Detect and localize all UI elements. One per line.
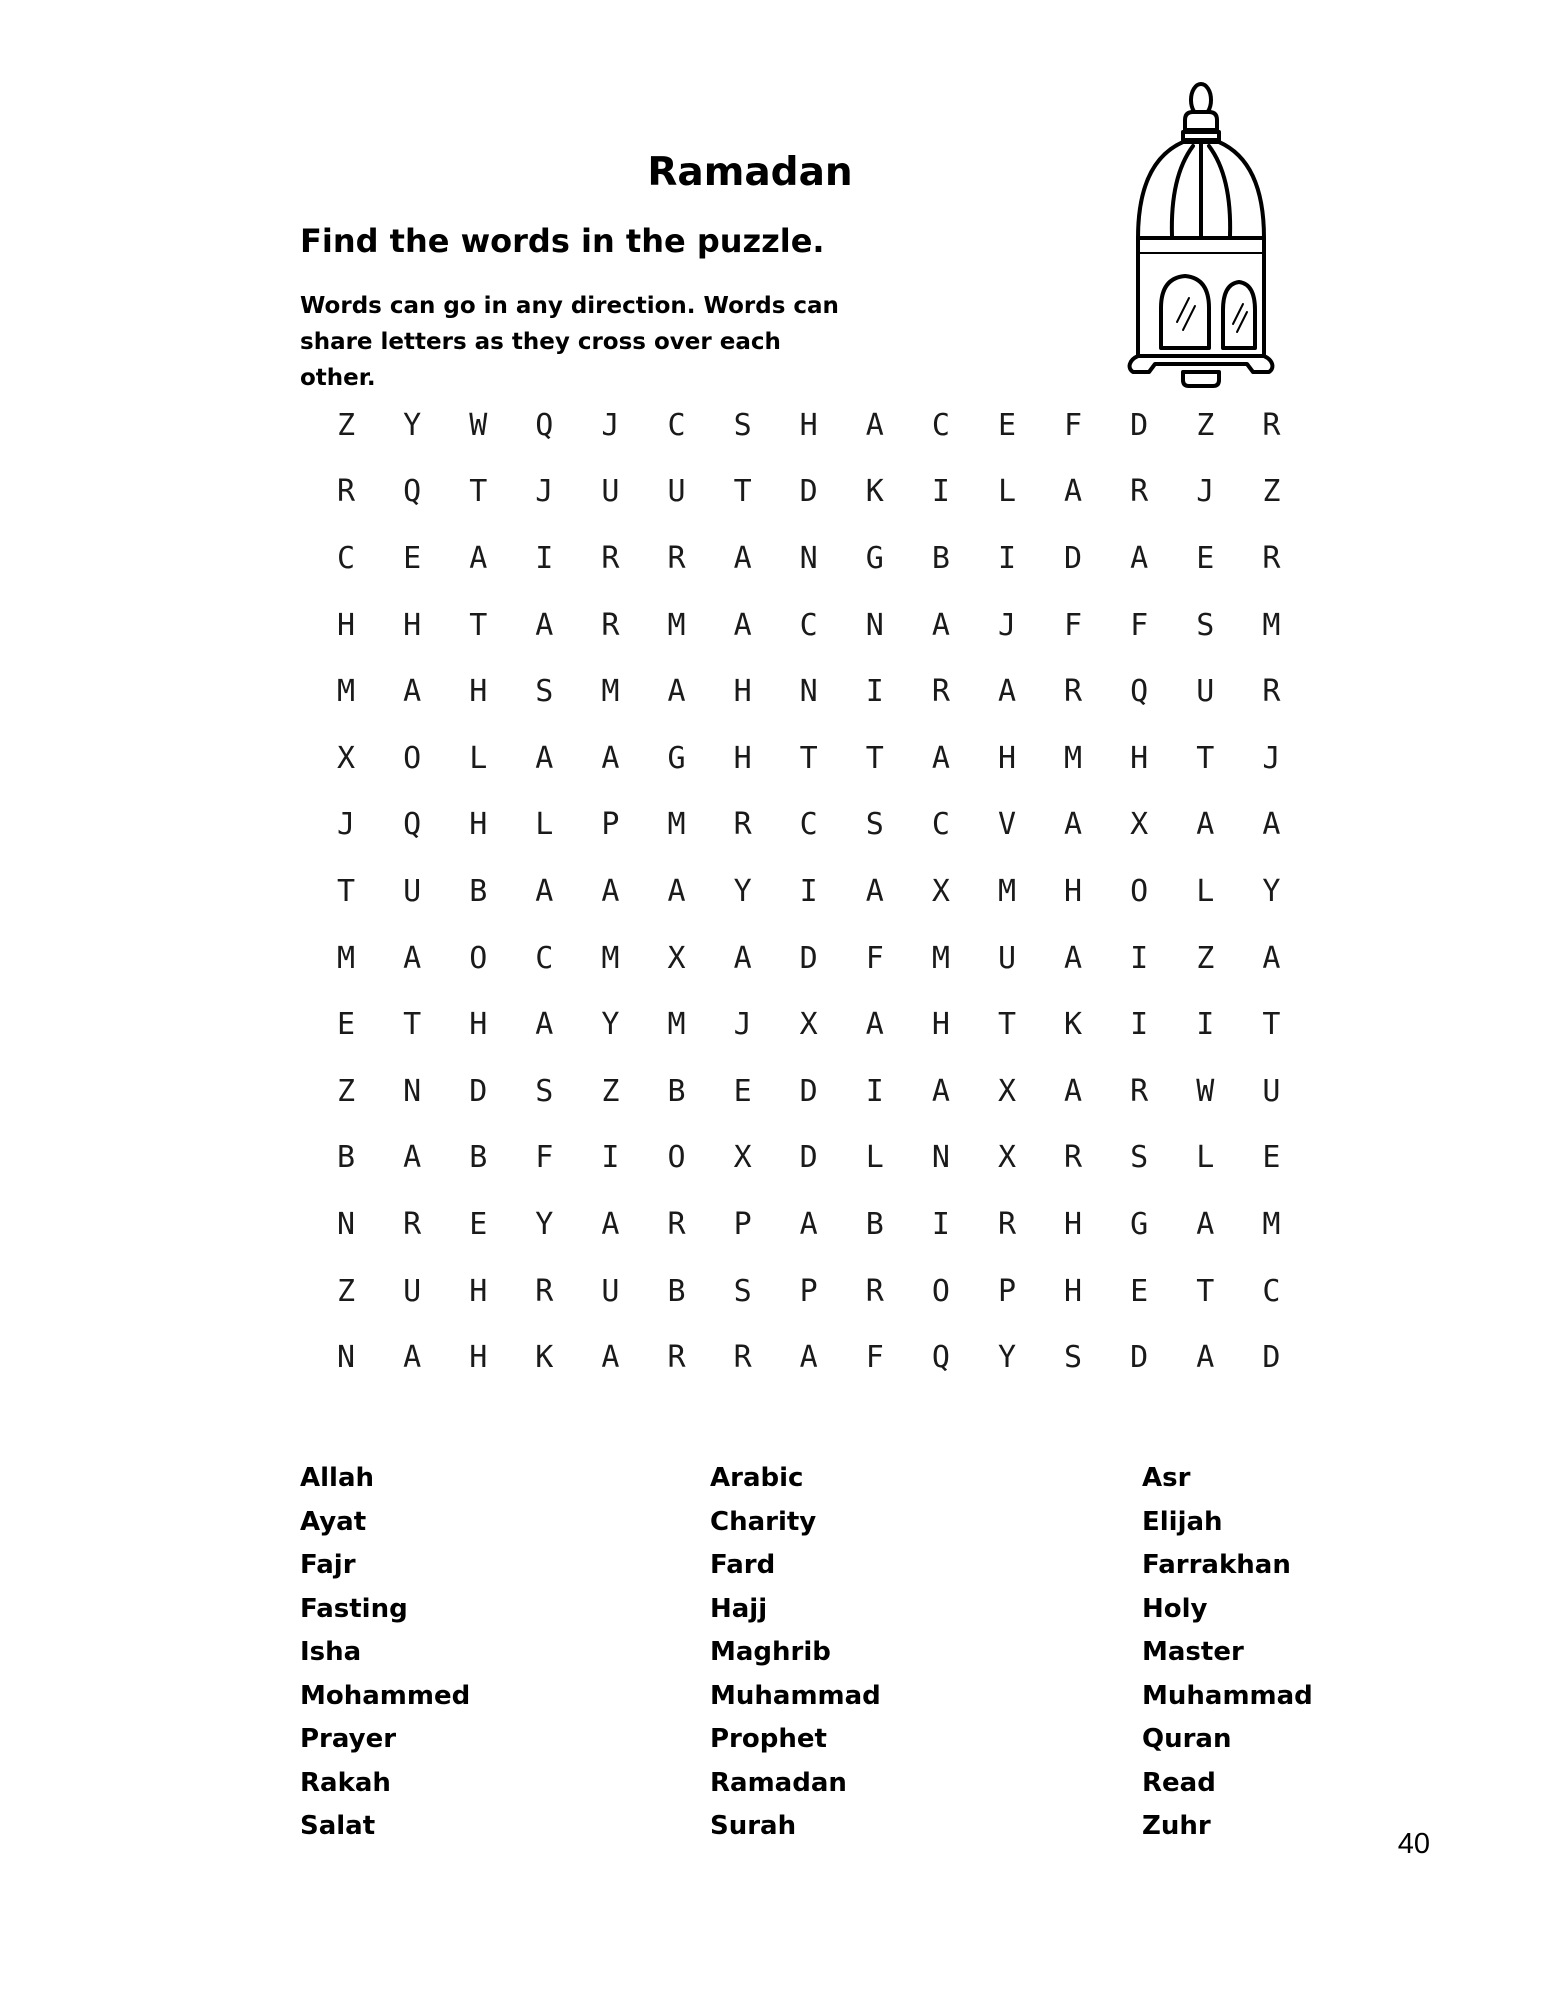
grid-letter[interactable]: R <box>601 540 620 576</box>
grid-letter[interactable]: A <box>535 607 554 643</box>
grid-letter[interactable]: D <box>799 940 818 976</box>
grid-letter[interactable]: O <box>469 940 488 976</box>
grid-letter[interactable]: A <box>1196 1206 1215 1242</box>
grid-letter[interactable]: X <box>799 1007 818 1043</box>
grid-letter[interactable]: Y <box>601 1007 620 1043</box>
grid-letter[interactable]: G <box>1130 1206 1149 1242</box>
grid-letter[interactable]: I <box>931 1206 950 1242</box>
grid-letter[interactable]: I <box>1196 1007 1215 1043</box>
grid-letter[interactable]: Y <box>403 407 422 443</box>
grid-letter[interactable]: H <box>469 674 488 710</box>
grid-letter[interactable]: I <box>799 873 818 909</box>
grid-letter[interactable]: M <box>667 1007 686 1043</box>
grid-letter[interactable]: J <box>733 1007 752 1043</box>
grid-letter[interactable]: T <box>1262 1007 1281 1043</box>
grid-letter[interactable]: T <box>403 1007 422 1043</box>
grid-letter[interactable]: A <box>1064 807 1083 843</box>
grid-letter[interactable]: Z <box>337 1273 356 1309</box>
grid-letter[interactable]: V <box>997 807 1017 843</box>
word-item: Surah <box>710 1811 797 1841</box>
grid-letter[interactable]: P <box>601 807 620 843</box>
grid-letter[interactable]: S <box>535 674 554 710</box>
grid-letter[interactable]: A <box>667 873 686 909</box>
grid-letter[interactable]: L <box>535 807 554 843</box>
grid-letter[interactable]: S <box>1064 1340 1083 1376</box>
word-item: Mohammed <box>300 1680 471 1711</box>
grid-letter[interactable]: J <box>1262 740 1281 776</box>
grid-letter[interactable]: A <box>403 940 422 976</box>
grid-letter[interactable]: K <box>1064 1007 1083 1043</box>
grid-letter[interactable]: A <box>931 1073 950 1109</box>
grid-letter[interactable]: N <box>403 1073 422 1109</box>
grid-letter[interactable]: D <box>1130 407 1149 443</box>
word-item: Read <box>1142 1767 1216 1798</box>
grid-letter[interactable]: A <box>799 1340 818 1376</box>
grid-letter[interactable]: N <box>799 674 818 710</box>
grid-letter[interactable]: I <box>997 540 1017 576</box>
grid-letter[interactable]: U <box>601 1273 620 1309</box>
word-item: Zuhr <box>1142 1811 1211 1841</box>
word-item: Charity <box>710 1506 817 1537</box>
grid-letter[interactable]: H <box>733 740 752 776</box>
grid-letter[interactable]: X <box>667 940 686 976</box>
grid-letter[interactable]: A <box>865 873 884 909</box>
grid-letter[interactable]: J <box>997 607 1017 643</box>
grid-letter[interactable]: U <box>997 940 1017 976</box>
grid-letter[interactable]: A <box>535 1007 554 1043</box>
grid-letter[interactable]: R <box>601 607 620 643</box>
grid-letter[interactable]: C <box>337 540 356 576</box>
grid-letter[interactable]: X <box>997 1140 1017 1176</box>
grid-letter[interactable]: H <box>469 1007 488 1043</box>
grid-letter[interactable]: Y <box>535 1206 554 1242</box>
grid-letter[interactable]: I <box>1130 940 1149 976</box>
grid-letter[interactable]: P <box>997 1273 1017 1309</box>
grid-letter[interactable]: A <box>601 1206 620 1242</box>
grid-letter[interactable]: M <box>601 940 620 976</box>
grid-letter[interactable]: Z <box>1196 940 1215 976</box>
grid-letter[interactable]: Z <box>337 1073 356 1109</box>
grid-letter[interactable]: X <box>997 1073 1017 1109</box>
grid-letter[interactable]: N <box>337 1206 356 1242</box>
grid-letter[interactable]: S <box>733 1273 752 1309</box>
grid-letter[interactable]: B <box>469 873 488 909</box>
grid-letter[interactable]: T <box>469 474 488 510</box>
grid-letter[interactable]: T <box>997 1007 1017 1043</box>
grid-letter[interactable]: D <box>1262 1340 1281 1376</box>
grid-letter[interactable]: M <box>1262 1206 1281 1242</box>
grid-letter[interactable]: A <box>1196 807 1215 843</box>
grid-letter[interactable]: N <box>865 607 884 643</box>
grid-letter[interactable]: D <box>799 1140 818 1176</box>
word-column-2 <box>710 1457 881 1849</box>
grid-letter[interactable]: R <box>667 1340 686 1376</box>
grid-letter[interactable]: A <box>601 740 620 776</box>
grid-letter[interactable]: H <box>1064 1273 1083 1309</box>
grid-letter[interactable]: B <box>667 1273 686 1309</box>
grid-letter[interactable]: A <box>931 607 950 643</box>
grid-letter[interactable]: A <box>601 1340 620 1376</box>
grid-letter[interactable]: L <box>997 474 1017 510</box>
grid-letter[interactable]: A <box>1064 474 1083 510</box>
grid-letter[interactable]: X <box>733 1140 752 1176</box>
grid-letter[interactable]: Q <box>403 807 422 843</box>
grid-letter[interactable]: X <box>337 740 356 776</box>
grid-letter[interactable]: A <box>733 607 752 643</box>
grid-letter[interactable]: O <box>1130 873 1149 909</box>
grid-letter[interactable]: I <box>865 674 884 710</box>
grid-letter[interactable]: Q <box>931 1340 950 1376</box>
grid-letter[interactable]: R <box>403 1206 422 1242</box>
grid-letter[interactable]: O <box>667 1140 686 1176</box>
grid-letter[interactable]: T <box>865 740 884 776</box>
grid-letter[interactable]: B <box>337 1140 356 1176</box>
grid-letter[interactable]: H <box>1130 740 1149 776</box>
word-item: Fard <box>710 1550 776 1580</box>
grid-letter[interactable]: M <box>997 873 1017 909</box>
grid-letter[interactable]: R <box>1064 674 1083 710</box>
word-item: Maghrib <box>710 1637 831 1667</box>
grid-letter[interactable]: T <box>337 873 356 909</box>
grid-letter[interactable]: M <box>667 607 686 643</box>
grid-letter[interactable]: D <box>799 1073 818 1109</box>
grid-letter[interactable]: D <box>1064 540 1083 576</box>
grid-letter[interactable]: A <box>865 1007 884 1043</box>
grid-letter[interactable]: A <box>1064 1073 1083 1109</box>
grid-letter[interactable]: G <box>667 740 686 776</box>
grid-letter[interactable]: J <box>535 474 554 510</box>
grid-letter[interactable]: H <box>733 674 752 710</box>
grid-letter[interactable]: A <box>865 407 884 443</box>
grid-letter[interactable]: Z <box>1196 407 1215 443</box>
grid-letter[interactable]: N <box>799 540 818 576</box>
grid-letter[interactable]: W <box>1196 1073 1215 1109</box>
word-item: Asr <box>1142 1463 1191 1493</box>
grid-letter[interactable]: P <box>733 1206 752 1242</box>
grid-letter[interactable]: R <box>1130 1073 1149 1109</box>
grid-letter[interactable]: G <box>865 540 884 576</box>
grid-letter[interactable]: T <box>1196 1273 1215 1309</box>
grid-letter[interactable]: J <box>337 807 356 843</box>
instructions <box>300 288 860 396</box>
grid-letter[interactable]: Y <box>733 873 752 909</box>
grid-letter[interactable]: R <box>337 474 356 510</box>
grid-letter[interactable]: H <box>997 740 1017 776</box>
grid-letter[interactable]: A <box>535 740 554 776</box>
grid-letter[interactable]: M <box>337 674 356 710</box>
grid-letter[interactable]: R <box>1262 407 1281 443</box>
grid-letter[interactable]: X <box>931 873 950 909</box>
grid-letter[interactable]: U <box>1262 1073 1281 1109</box>
word-item: Ramadan <box>710 1767 847 1798</box>
grid-letter[interactable]: M <box>667 807 686 843</box>
word-item: Muhammad <box>710 1680 881 1711</box>
grid-letter[interactable]: S <box>535 1073 554 1109</box>
grid-letter[interactable]: U <box>403 1273 422 1309</box>
grid-letter[interactable]: H <box>1064 873 1083 909</box>
grid-letter[interactable]: S <box>733 407 752 443</box>
grid-letter[interactable]: Q <box>1130 674 1149 710</box>
grid-letter[interactable]: J <box>1196 474 1215 510</box>
grid-letter[interactable]: Y <box>997 1340 1017 1376</box>
instructions-line-1: Words can go in any direction. Words can <box>300 293 839 319</box>
grid-letter[interactable]: S <box>865 807 884 843</box>
page-title: Ramadan <box>647 150 853 195</box>
grid-letter[interactable]: S <box>1196 607 1215 643</box>
grid-letter[interactable]: L <box>469 740 488 776</box>
word-search-grid[interactable] <box>313 392 1304 1391</box>
grid-letter[interactable]: F <box>865 940 884 976</box>
word-item: Rakah <box>300 1767 391 1798</box>
grid-letter[interactable]: Z <box>1262 474 1281 510</box>
grid-letter[interactable]: Y <box>1262 873 1281 909</box>
grid-letter[interactable]: Q <box>403 474 422 510</box>
grid-letter[interactable]: D <box>1130 1340 1149 1376</box>
grid-letter[interactable]: A <box>733 540 752 576</box>
word-item: Arabic <box>710 1463 804 1493</box>
grid-letter[interactable]: F <box>865 1340 884 1376</box>
grid-letter[interactable]: R <box>865 1273 884 1309</box>
grid-letter[interactable]: A <box>1130 540 1149 576</box>
grid-letter[interactable]: R <box>1262 674 1281 710</box>
grid-letter[interactable]: D <box>799 474 818 510</box>
word-item: Prophet <box>710 1724 827 1754</box>
grid-letter[interactable]: A <box>535 873 554 909</box>
grid-letter[interactable]: F <box>1064 407 1083 443</box>
grid-letter[interactable]: E <box>337 1007 356 1043</box>
grid-letter[interactable]: E <box>469 1206 488 1242</box>
grid-letter[interactable]: U <box>667 474 686 510</box>
grid-letter[interactable]: R <box>1130 474 1149 510</box>
word-item: Farrakhan <box>1142 1550 1291 1580</box>
grid-letter[interactable]: H <box>931 1007 950 1043</box>
grid-letter[interactable]: R <box>1262 540 1281 576</box>
grid-letter[interactable]: Z <box>601 1073 620 1109</box>
word-item: Quran <box>1142 1724 1232 1754</box>
grid-letter[interactable]: A <box>667 674 686 710</box>
grid-letter[interactable]: I <box>601 1140 620 1176</box>
word-item: Fajr <box>300 1550 356 1580</box>
word-list <box>300 1457 1320 1847</box>
grid-letter[interactable]: I <box>535 540 554 576</box>
grid-letter[interactable]: F <box>535 1140 554 1176</box>
grid-letter[interactable]: L <box>1196 1140 1215 1176</box>
grid-letter[interactable]: I <box>1130 1007 1149 1043</box>
grid-letter[interactable]: I <box>865 1073 884 1109</box>
grid-letter[interactable]: E <box>1262 1140 1281 1176</box>
grid-letter[interactable]: D <box>469 1073 488 1109</box>
grid-letter[interactable]: P <box>799 1273 818 1309</box>
grid-letter[interactable]: R <box>535 1273 554 1309</box>
grid-letter[interactable]: H <box>337 607 356 643</box>
grid-letter[interactable]: T <box>469 607 488 643</box>
grid-letter[interactable]: C <box>535 940 554 976</box>
word-item: Prayer <box>300 1724 397 1754</box>
grid-letter[interactable]: B <box>865 1206 884 1242</box>
grid-letter[interactable]: R <box>931 674 950 710</box>
grid-letter[interactable]: O <box>403 740 422 776</box>
grid-letter[interactable]: H <box>403 607 422 643</box>
grid-letter[interactable]: R <box>667 540 686 576</box>
grid-letter[interactable]: L <box>865 1140 884 1176</box>
grid-letter[interactable]: B <box>667 1073 686 1109</box>
grid-letter[interactable]: A <box>1064 940 1083 976</box>
grid-letter[interactable]: X <box>1130 807 1149 843</box>
grid-letter[interactable]: A <box>799 1206 818 1242</box>
puzzle-subtitle: Find the words in the puzzle. <box>300 222 825 260</box>
grid-letter[interactable]: S <box>1130 1140 1149 1176</box>
grid-letter[interactable]: H <box>469 1273 488 1309</box>
word-item: Isha <box>300 1637 362 1667</box>
grid-letter[interactable]: M <box>1262 607 1281 643</box>
grid-letter[interactable]: A <box>1262 940 1281 976</box>
grid-letter[interactable]: R <box>667 1206 686 1242</box>
grid-letter[interactable]: R <box>733 807 752 843</box>
word-item: Muhammad <box>1142 1680 1313 1711</box>
grid-letter[interactable]: E <box>997 407 1017 443</box>
word-item: Allah <box>300 1463 375 1493</box>
grid-letter[interactable]: K <box>535 1340 554 1376</box>
grid-letter[interactable]: T <box>799 740 818 776</box>
grid-letter[interactable]: H <box>799 407 818 443</box>
word-item: Fasting <box>300 1593 408 1624</box>
grid-letter[interactable]: A <box>403 1340 422 1376</box>
page-number: 40 <box>1397 1828 1430 1860</box>
grid-letter[interactable]: H <box>1064 1206 1083 1242</box>
grid-letter[interactable]: F <box>1130 607 1149 643</box>
grid-letter[interactable]: M <box>337 940 356 976</box>
grid-letter[interactable]: L <box>1196 873 1215 909</box>
grid-letter[interactable]: I <box>931 474 950 510</box>
word-column-1 <box>300 1457 470 1849</box>
grid-letter[interactable]: C <box>667 407 686 443</box>
word-column-3 <box>1142 1457 1313 1849</box>
grid-letter[interactable]: U <box>403 873 422 909</box>
grid-letter[interactable]: C <box>931 807 950 843</box>
word-item: Holy <box>1142 1593 1208 1624</box>
grid-letter[interactable]: T <box>1196 740 1215 776</box>
grid-letter[interactable]: M <box>1064 740 1083 776</box>
grid-letter[interactable]: A <box>601 873 620 909</box>
word-item: Ayat <box>300 1506 367 1537</box>
grid-letter[interactable]: H <box>469 1340 488 1376</box>
grid-letter[interactable]: B <box>469 1140 488 1176</box>
grid-letter[interactable]: C <box>1262 1273 1281 1309</box>
grid-letter[interactable]: A <box>469 540 488 576</box>
grid-letter[interactable]: A <box>403 1140 422 1176</box>
grid-letter[interactable]: K <box>865 474 884 510</box>
grid-letter[interactable]: E <box>733 1073 752 1109</box>
grid-letter[interactable]: H <box>469 807 488 843</box>
grid-letter[interactable]: C <box>931 407 950 443</box>
grid-letter[interactable]: J <box>601 407 620 443</box>
grid-letter[interactable]: A <box>1262 807 1281 843</box>
grid-letter[interactable]: A <box>733 940 752 976</box>
grid-letter[interactable]: U <box>601 474 620 510</box>
word-item: Hajj <box>710 1593 768 1624</box>
grid-letter[interactable]: F <box>1064 607 1083 643</box>
grid-letter[interactable]: M <box>931 940 950 976</box>
grid-letter[interactable]: O <box>931 1273 950 1309</box>
grid-letter[interactable]: Z <box>337 407 356 443</box>
instructions-line-2: share letters as they cross over each other. <box>300 329 781 391</box>
grid-letter[interactable]: C <box>799 807 818 843</box>
word-item: Elijah <box>1142 1506 1223 1537</box>
grid-letter[interactable]: N <box>337 1340 356 1376</box>
grid-letter[interactable]: E <box>1130 1273 1149 1309</box>
grid-letter[interactable]: R <box>733 1340 752 1376</box>
grid-letter[interactable]: N <box>931 1140 950 1176</box>
grid-letter[interactable]: R <box>1064 1140 1083 1176</box>
lantern-icon <box>1125 78 1295 390</box>
grid-letter[interactable]: C <box>799 607 818 643</box>
grid-letter[interactable]: W <box>469 407 488 443</box>
grid-letter[interactable]: A <box>403 674 422 710</box>
grid-letter[interactable]: E <box>1196 540 1215 576</box>
grid-letter[interactable]: U <box>1196 674 1215 710</box>
grid-letter[interactable]: B <box>931 540 950 576</box>
grid-letter[interactable]: T <box>733 474 752 510</box>
grid-letter[interactable]: A <box>1196 1340 1215 1376</box>
grid-letter[interactable]: A <box>931 740 950 776</box>
grid-letter[interactable]: A <box>997 674 1017 710</box>
grid-letter[interactable]: Q <box>535 407 554 443</box>
word-item: Salat <box>300 1811 376 1841</box>
grid-letter[interactable]: M <box>601 674 620 710</box>
grid-letter[interactable]: E <box>403 540 422 576</box>
word-item: Master <box>1142 1637 1244 1667</box>
grid-letter[interactable]: R <box>997 1206 1017 1242</box>
